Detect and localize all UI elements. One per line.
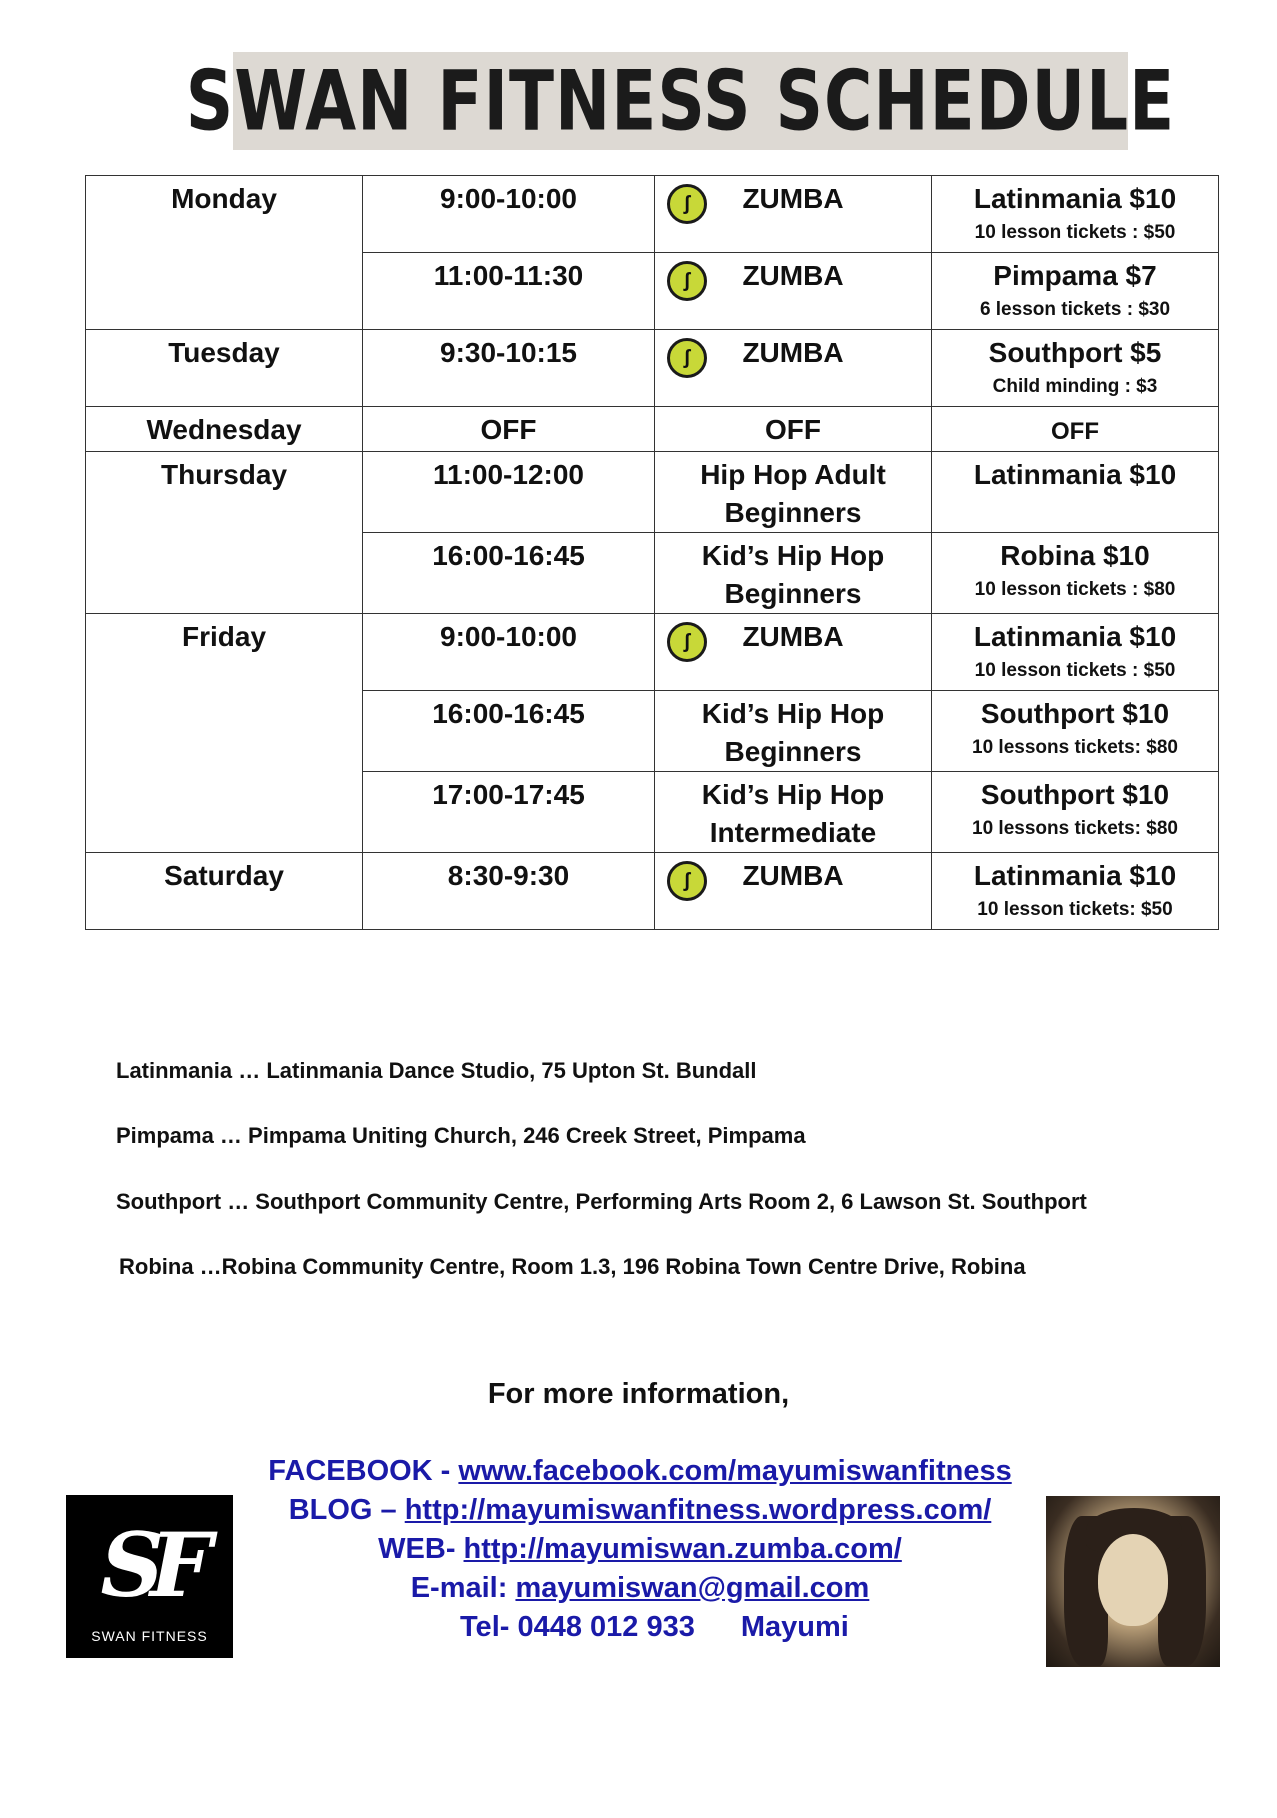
- location-cell: [932, 330, 1219, 407]
- location-cell: [932, 452, 1219, 533]
- location-price: Robina $10: [1000, 540, 1150, 571]
- zumba-logo-icon: ʃ: [667, 861, 707, 901]
- class-name: ZUMBA: [742, 183, 844, 214]
- day-cell: Friday: [86, 614, 363, 853]
- location-cell: [932, 253, 1219, 330]
- ticket-note: 10 lesson tickets : $50: [974, 222, 1176, 243]
- schedule-table: [85, 175, 1219, 930]
- time-cell: 11:00-12:00: [363, 452, 655, 533]
- time-cell: 9:00-10:00: [363, 614, 655, 691]
- class-name-line1: Kid’s Hip Hop: [701, 540, 885, 571]
- tel-number: Tel- 0448 012 933: [460, 1611, 695, 1643]
- time-cell: 9:30-10:15: [363, 330, 655, 407]
- blog-line: [230, 1494, 1050, 1527]
- zumba-logo-icon: ʃ: [667, 261, 707, 301]
- ticket-note: 6 lesson tickets : $30: [979, 299, 1171, 320]
- blog-label: BLOG –: [288, 1494, 405, 1526]
- class-cell: [655, 533, 932, 614]
- facebook-line: [230, 1455, 1050, 1488]
- location-price: Southport $10: [980, 698, 1170, 729]
- location-legend-southport: Southport … Southport Community Centre, Performing Arts Room 2, 6 Lawson St. Southport: [116, 1189, 1087, 1214]
- time-cell: 11:00-11:30: [363, 253, 655, 330]
- class-name-line2: Beginners: [724, 497, 862, 528]
- location-price: Southport $10: [980, 779, 1170, 810]
- location-cell: [932, 772, 1219, 853]
- class-cell: [655, 253, 932, 330]
- ticket-note: Child minding : $3: [992, 376, 1158, 397]
- logo-text: SWAN FITNESS: [91, 1628, 208, 1644]
- location-price: OFF: [1051, 418, 1099, 445]
- zumba-logo-icon: ʃ: [667, 184, 707, 224]
- location-cell: [932, 853, 1219, 930]
- location-cell: [932, 614, 1219, 691]
- class-cell: [655, 853, 932, 930]
- location-cell: [932, 407, 1219, 452]
- web-link[interactable]: http://mayumiswan.zumba.com/: [463, 1533, 902, 1565]
- time-cell: 9:00-10:00: [363, 176, 655, 253]
- web-line: [230, 1533, 1050, 1566]
- class-name: ZUMBA: [742, 260, 844, 291]
- class-cell: [655, 614, 932, 691]
- class-cell: [655, 330, 932, 407]
- class-cell: [655, 691, 932, 772]
- class-cell: OFF: [655, 407, 932, 452]
- ticket-note: 10 lesson tickets : $50: [974, 660, 1176, 681]
- day-cell: Monday: [86, 176, 363, 330]
- day-cell: Thursday: [86, 452, 363, 614]
- ticket-note: 10 lesson tickets: $50: [977, 899, 1173, 920]
- contact-name: Mayumi: [740, 1611, 849, 1643]
- table-row: [86, 176, 1219, 253]
- zumba-logo-icon: ʃ: [667, 338, 707, 378]
- table-row: [86, 853, 1219, 930]
- ticket-note: 10 lessons tickets: $80: [972, 737, 1178, 758]
- table-row: [86, 614, 1219, 691]
- more-info-heading: For more information,: [487, 1378, 790, 1410]
- class-cell: [655, 176, 932, 253]
- location-cell: [932, 176, 1219, 253]
- swan-fitness-logo: [66, 1495, 233, 1658]
- class-name: ZUMBA: [742, 337, 844, 368]
- time-cell: 16:00-16:45: [363, 691, 655, 772]
- class-name-line2: Beginners: [724, 736, 862, 767]
- blog-link[interactable]: http://mayumiswanfitness.wordpress.com/: [404, 1494, 992, 1526]
- class-name-line2: Intermediate: [709, 817, 877, 848]
- web-label: WEB-: [378, 1533, 464, 1565]
- logo-mark-icon: SF: [100, 1513, 199, 1617]
- location-cell: [932, 691, 1219, 772]
- email-line: [230, 1572, 1050, 1605]
- location-price: Latinmania $10: [973, 621, 1177, 652]
- table-row: [86, 452, 1219, 533]
- class-name: ZUMBA: [742, 621, 844, 652]
- ticket-note: 10 lesson tickets : $80: [974, 579, 1176, 600]
- time-cell: 17:00-17:45: [363, 772, 655, 853]
- email-link[interactable]: mayumiswan@gmail.com: [515, 1572, 870, 1604]
- title-banner: [185, 52, 1176, 150]
- day-cell: Wednesday: [86, 407, 363, 452]
- location-legend-pimpama: Pimpama … Pimpama Uniting Church, 246 Creek Street, Pimpama: [116, 1123, 806, 1148]
- class-name: ZUMBA: [742, 860, 844, 891]
- day-cell: Saturday: [86, 853, 363, 930]
- table-row: [86, 407, 1219, 452]
- location-price: Latinmania $10: [973, 183, 1177, 214]
- tel-line: [460, 1611, 849, 1644]
- email-label: E-mail:: [410, 1572, 516, 1604]
- class-cell: [655, 772, 932, 853]
- table-row: [86, 330, 1219, 407]
- facebook-link[interactable]: www.facebook.com/mayumiswanfitness: [458, 1455, 1012, 1487]
- class-name-line1: Kid’s Hip Hop: [701, 698, 885, 729]
- ticket-note: 10 lessons tickets: $80: [972, 818, 1178, 839]
- location-price: Pimpama $7: [993, 260, 1157, 291]
- page-title: SWAN FITNESS SCHEDULE: [185, 52, 1176, 150]
- time-cell: OFF: [363, 407, 655, 452]
- location-price: Latinmania $10: [973, 459, 1177, 490]
- class-cell: [655, 452, 932, 533]
- location-price: Latinmania $10: [973, 860, 1177, 891]
- zumba-logo-icon: ʃ: [667, 622, 707, 662]
- facebook-label: FACEBOOK -: [268, 1455, 459, 1487]
- location-legend-latinmania: Latinmania … Latinmania Dance Studio, 75 Upton St. Bundall: [116, 1058, 757, 1083]
- time-cell: 16:00-16:45: [363, 533, 655, 614]
- time-cell: 8:30-9:30: [363, 853, 655, 930]
- location-legend-robina: Robina …Robina Community Centre, Room 1.3, 196 Robina Town Centre Drive, Robina: [119, 1254, 1026, 1279]
- class-name-line1: Hip Hop Adult: [700, 459, 886, 490]
- location-price: Southport $5: [988, 337, 1162, 368]
- day-cell: Tuesday: [86, 330, 363, 407]
- location-cell: [932, 533, 1219, 614]
- profile-photo: [1046, 1496, 1220, 1667]
- class-name-line2: Beginners: [724, 578, 862, 609]
- class-name-line1: Kid’s Hip Hop: [701, 779, 885, 810]
